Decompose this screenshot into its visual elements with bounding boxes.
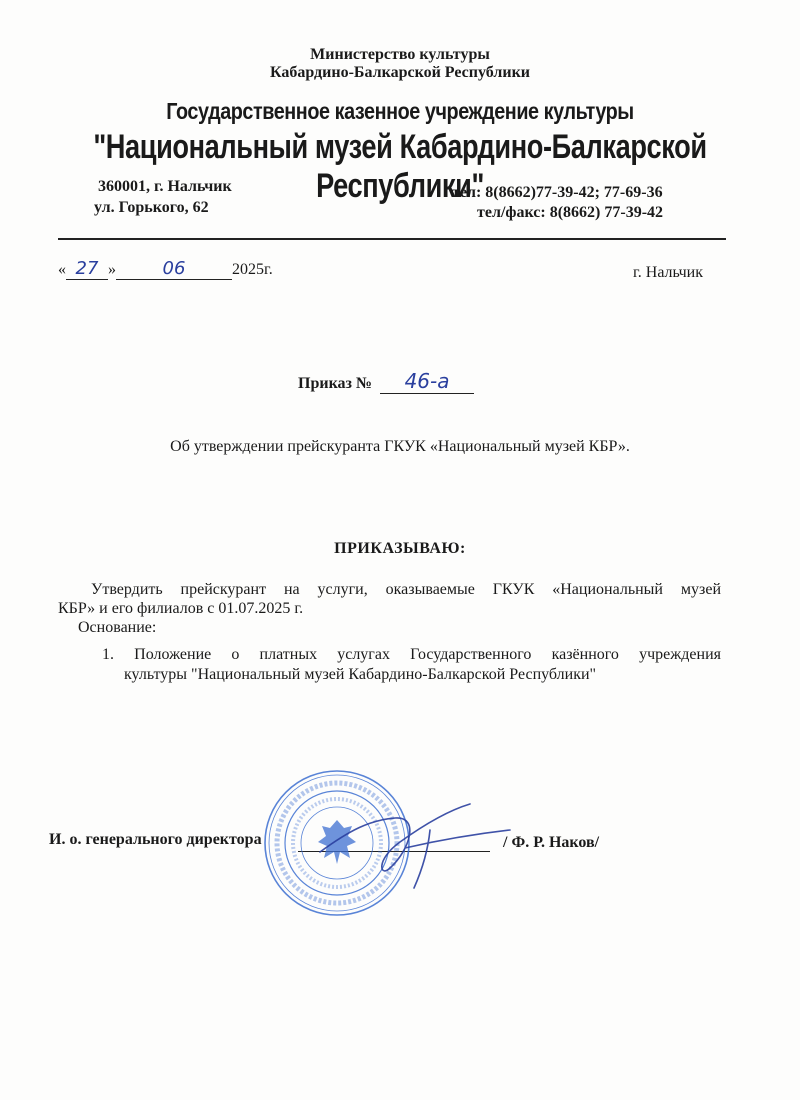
date-day: 27 bbox=[75, 258, 99, 279]
order-heading: ПРИКАЗЫВАЮ: bbox=[334, 540, 466, 557]
basis-label: Основание: bbox=[78, 619, 157, 636]
date-month: 06 bbox=[162, 258, 186, 279]
signatory-position: И. о. генерального директора bbox=[49, 831, 262, 848]
institution-type: Государственное казенное учреждение культуры bbox=[166, 98, 634, 124]
street-address: ул. Горького, 62 bbox=[94, 199, 209, 216]
signatory-name: / Ф. Р. Наков/ bbox=[503, 834, 600, 851]
handwritten-signature bbox=[310, 790, 520, 900]
order-number-field bbox=[380, 369, 474, 394]
ministry-line-1: Министерство культуры bbox=[310, 46, 490, 63]
date-close-quote: » bbox=[108, 261, 116, 278]
order-number-block bbox=[298, 369, 474, 394]
date-day-field bbox=[66, 258, 108, 280]
order-city: г. Нальчик bbox=[633, 264, 703, 281]
order-label: Приказ № bbox=[298, 375, 373, 392]
header-divider bbox=[58, 238, 726, 240]
order-number: 46-а bbox=[404, 369, 450, 393]
order-paragraph-line-2: КБР» и его филиалов с 01.07.2025 г. bbox=[58, 600, 304, 617]
fax-line: тел/факс: 8(8662) 77-39-42 bbox=[477, 204, 664, 221]
order-subject: Об утверждении прейскуранта ГКУК «Национальный музей КБР». bbox=[170, 438, 630, 455]
basis-item-line-2: культуры "Национальный музей Кабардино-Балкарской Республики" bbox=[124, 666, 597, 683]
date-open-quote: « bbox=[58, 261, 66, 278]
date-year: 2025г. bbox=[232, 261, 273, 278]
ministry-line-2: Кабардино-Балкарской Республики bbox=[269, 64, 531, 81]
order-date bbox=[58, 258, 273, 280]
basis-item-line-1: 1. Положение о платных услугах Государственного казённого учреждения bbox=[102, 646, 721, 663]
ministry-block bbox=[0, 46, 800, 82]
date-month-field bbox=[116, 258, 232, 280]
phone-line: тел: 8(8662)77-39-42; 77-69-36 bbox=[452, 184, 663, 201]
postal-address: 360001, г. Нальчик bbox=[98, 178, 232, 195]
order-paragraph-line-1: Утвердить прейскурант на услуги, оказываемые ГКУК «Национальный музей bbox=[91, 581, 721, 598]
institution-name: "Национальный музей Кабардино-Балкарской Республики" bbox=[93, 128, 707, 205]
